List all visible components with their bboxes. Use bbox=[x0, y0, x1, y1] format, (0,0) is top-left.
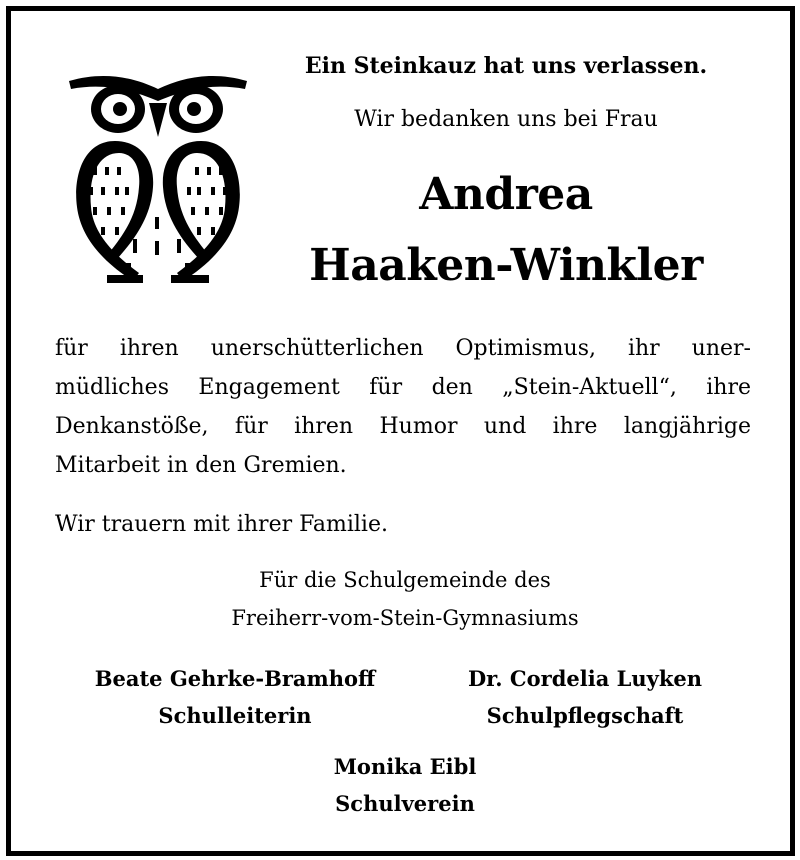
signatory-role: Schulleiterin bbox=[158, 703, 312, 728]
signatory-role: Schulpflegschaft bbox=[486, 703, 684, 728]
mourning-text: Wir trauern mit ihrer Familie. bbox=[55, 512, 388, 537]
signature-intro-line2: Freiherr-vom-Stein-Gymnasiums bbox=[231, 606, 579, 630]
notice-title: Ein Steinkauz hat uns verlassen. bbox=[304, 53, 708, 79]
signature-intro-line1: Für die Schulgemeinde des bbox=[259, 568, 551, 592]
mourning-line bbox=[55, 505, 751, 544]
tribute-line: müdliches Engagement für den „Stein-Aktuell“, ihre bbox=[55, 375, 751, 400]
thanks-line: Wir bedanken uns bei Frau bbox=[354, 107, 658, 132]
tribute-line: Denkanstöße, für ihren Humor und ihre langjährige bbox=[55, 414, 751, 439]
signature-block bbox=[415, 660, 755, 734]
owl-icon bbox=[63, 67, 253, 289]
tribute-paragraph bbox=[55, 329, 751, 485]
signatory-role: Schulverein bbox=[335, 791, 475, 816]
tribute-line: für ihren unerschütterlichen Optimismus, ihr uner- bbox=[55, 336, 751, 361]
tribute-line: Mitarbeit in den Gremien. bbox=[55, 453, 347, 478]
signature-block bbox=[55, 660, 415, 734]
signatory-name: Dr. Cordelia Luyken bbox=[467, 666, 703, 691]
signature-block bbox=[205, 748, 605, 822]
name-last: Haaken-Winkler bbox=[309, 240, 703, 291]
name-first: Andrea bbox=[419, 169, 593, 220]
signatory-name: Monika Eibl bbox=[333, 754, 477, 779]
notice-frame bbox=[6, 6, 795, 856]
signatory-name: Beate Gehrke-Bramhoff bbox=[94, 666, 376, 691]
